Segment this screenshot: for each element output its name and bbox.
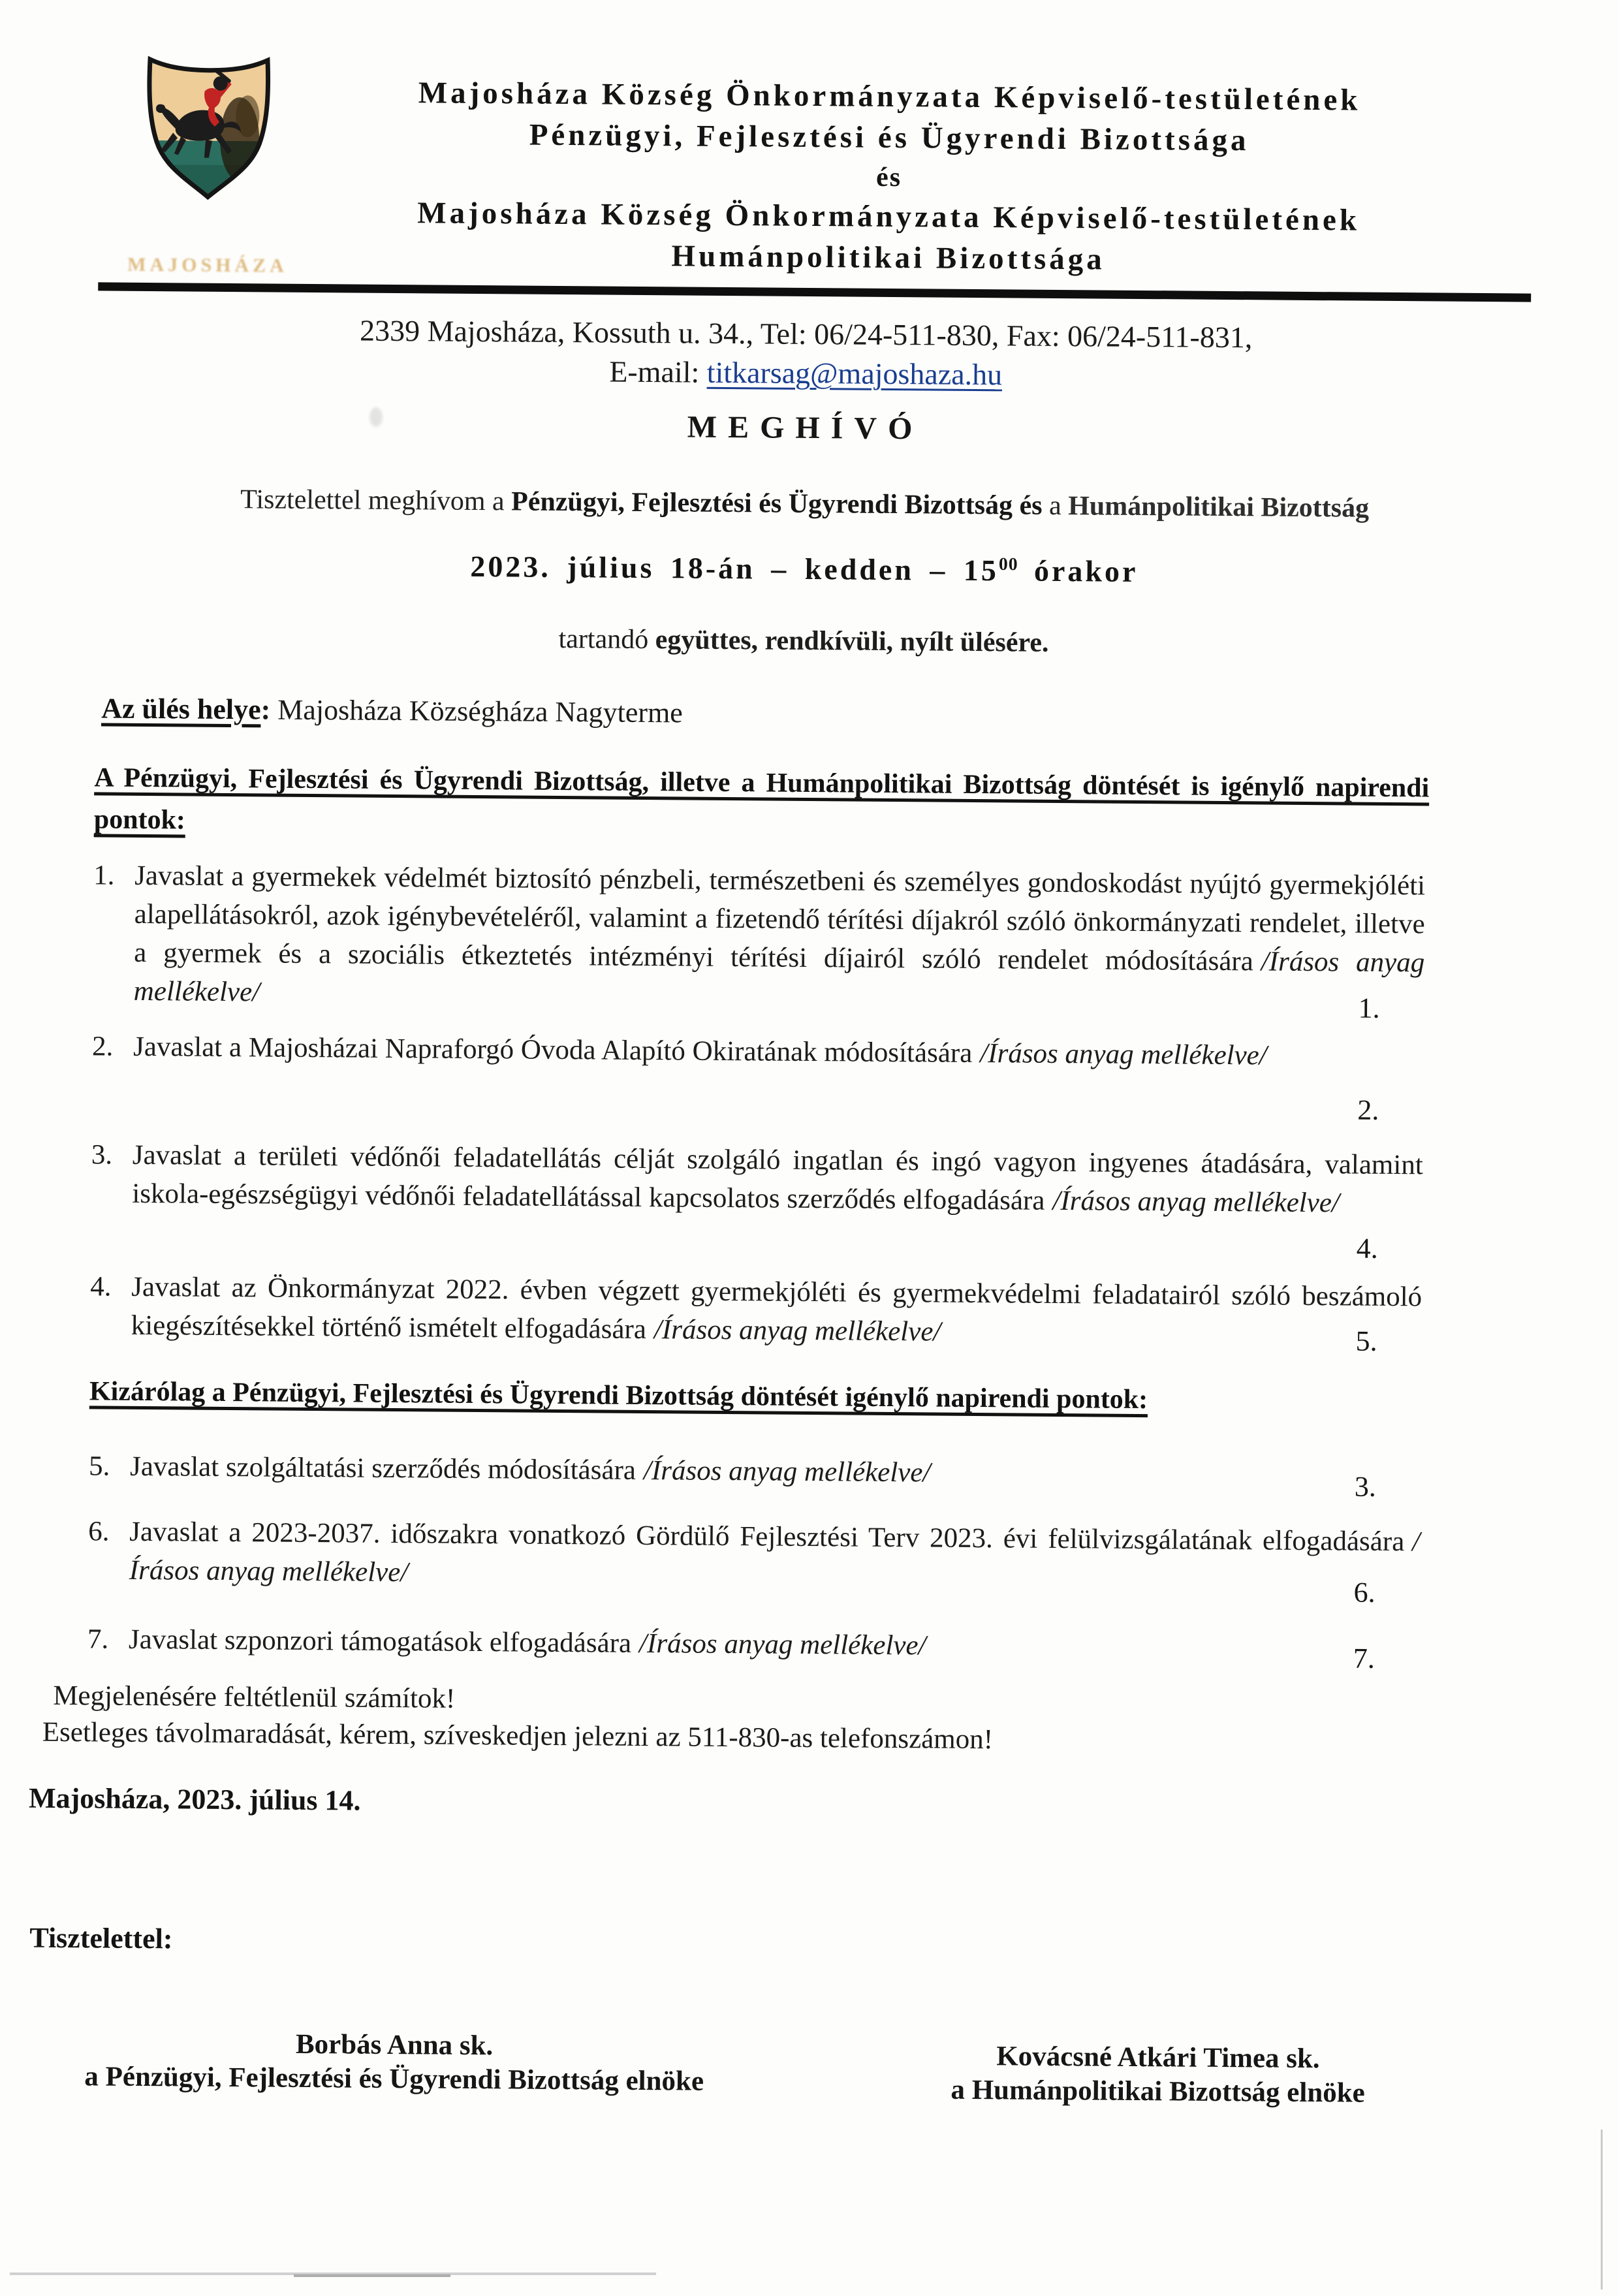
attachment-note: /Írásos anyag mellékelve/ <box>133 946 1425 1008</box>
attachment-ref-number: 6. <box>1353 1576 1375 1609</box>
datetime-tail: órakor <box>1018 554 1139 588</box>
agenda-item-body: Javaslat a 2023-2037. időszakra vonatkozó Gördülő Fejlesztési Terv 2023. évi felülvizsgálatának elfogadására <box>129 1516 1405 1558</box>
attachment-note: /Írásos anyag mellékelve/ <box>129 1526 1421 1588</box>
agenda-item-6 <box>88 1512 1421 1609</box>
agenda-item-body: Javaslat a gyermekek védelmét biztosító pénzbeli, természetbeni és személyes gondoskodást nyújtó gyermekjóléti alapellátásokról, azok igénybevételéről, valamint a fizetendő térítési díjakról szóló önkormányzati rendelet, illetve a gyermek és a szociális étkeztetés intézményi térítési díjairól szóló rendelet módosítására <box>134 860 1426 977</box>
closing-line-1: Megjelenésére feltétlenül számítok! <box>53 1680 456 1714</box>
meeting-datetime <box>178 546 1431 591</box>
letterhead <box>300 72 1477 283</box>
datetime-main: 2023. július 18-án – kedden – 15 <box>470 549 999 588</box>
email-line <box>179 349 1432 397</box>
agenda-item-number: 4. <box>90 1271 112 1302</box>
org-line-1: Majosháza Község Önkormányzata Képviselő-testületének <box>418 76 1361 118</box>
attachment-ref-number: 3. <box>1354 1470 1377 1503</box>
section-heading-finance-only-items: Kizárólag a Pénzügyi, Fejlesztési és Ügyrendi Bizottság döntését igénylő napirendi pontok: <box>89 1376 1148 1415</box>
document-title: MEGHÍVÓ <box>687 409 924 447</box>
agenda-item-5 <box>88 1447 1421 1503</box>
attachment-note: /Írásos anyag mellékelve/ <box>1052 1185 1340 1219</box>
datetime-minutes-sup: 00 <box>998 553 1018 574</box>
agenda-item-3 <box>91 1135 1423 1265</box>
agenda-item-number: 7. <box>87 1624 109 1655</box>
agenda-item-body: Javaslat szolgáltatási szerződés módosítására <box>129 1451 637 1486</box>
scan-right-edge-artifact <box>1601 2130 1603 2289</box>
salutation: Tisztelettel: <box>29 1921 173 1955</box>
org-line-2: Pénzügyi, Fejlesztési és Ügyrendi Bizottsága <box>529 118 1250 158</box>
signature-block-hr-chair <box>860 2039 1455 2111</box>
header-divider-rule <box>98 282 1531 302</box>
section-heading-joint-items: A Pénzügyi, Fejlesztési és Ügyrendi Bizottság, illetve a Humánpolitikai Bizottság döntését is igénylő napirendi pontok: <box>93 763 1430 836</box>
closing-line-2: Esetleges távolmaradását, kérem, szíveskedjen jelezni az 511-830-as telefonszámon! <box>42 1716 994 1755</box>
attachment-ref-number: 7. <box>1353 1642 1375 1675</box>
agenda-item-text <box>129 1517 1421 1588</box>
session-type-bold: együttes, rendkívüli, nyílt ülésére. <box>655 625 1049 658</box>
agenda-item-number: 2. <box>91 1031 114 1062</box>
committee-name-1: Pénzügyi, Fejlesztési és Ügyrendi Bizottság és <box>511 486 1043 521</box>
agenda-item-text <box>133 1031 1267 1071</box>
agenda-item-text <box>130 1451 931 1488</box>
agenda-item-number: 5. <box>88 1451 110 1482</box>
attachment-note: /Írásos anyag mellékelve/ <box>643 1455 931 1488</box>
email-link[interactable]: titkarsag@majoshaza.hu <box>706 355 1003 392</box>
signer-title: a Humánpolitikai Bizottság elnöke <box>951 2074 1365 2109</box>
signer-title: a Pénzügyi, Fejlesztési és Ügyrendi Bizottság elnöke <box>84 2061 704 2097</box>
agenda-item-7 <box>87 1620 1419 1675</box>
session-pre: tartandó <box>558 623 655 655</box>
org-line-4: Humánpolitikai Bizottsága <box>671 239 1105 277</box>
agenda-item-4 <box>90 1267 1423 1355</box>
signer-name: Borbás Anna sk. <box>295 2028 494 2062</box>
org-line-3: Majosháza Község Önkormányzata Képviselő-testületének <box>417 196 1360 238</box>
committee-name-2: Humánpolitikai Bizottság <box>1068 491 1370 524</box>
location-label: Az ülés helye <box>101 692 261 726</box>
invitation-sentence <box>155 483 1454 525</box>
attachment-note: /Írásos anyag mellékelve/ <box>980 1038 1267 1071</box>
attachment-ref-number: 5. <box>1355 1325 1377 1357</box>
scan-bottom-line-artifact-dark <box>294 2274 450 2277</box>
agenda-item-1 <box>93 856 1426 1024</box>
meeting-location-line <box>101 691 683 729</box>
session-type-line <box>177 620 1430 661</box>
date-place-line: Majosháza, 2023. július 14. <box>28 1782 361 1817</box>
invitation-pre: Tisztelettel meghívom a <box>240 484 512 517</box>
agenda-item-text <box>132 1140 1423 1219</box>
scan-smudge-artifact <box>369 407 383 427</box>
attachment-ref-number: 2. <box>1357 1093 1379 1126</box>
location-colon: : <box>260 693 278 726</box>
agenda-item-text <box>129 1624 926 1661</box>
attachment-note: /Írásos anyag mellékelve/ <box>638 1628 926 1661</box>
agenda-item-text <box>134 860 1426 1008</box>
attachment-ref-number: 1. <box>1358 992 1380 1024</box>
agenda-item-body: Javaslat az Önkormányzat 2022. évben végzett gyermekjóléti és gyermekvédelmi feladatairól szóló beszámoló kiegészítésekkel történő ismételt elfogadására <box>131 1271 1423 1345</box>
email-label: E-mail: <box>609 354 707 389</box>
signature-block-finance-chair <box>65 2026 725 2099</box>
agenda-item-2 <box>91 1027 1424 1126</box>
agenda-item-body: Javaslat szponzori támogatások elfogadására <box>128 1624 632 1659</box>
address-line: 2339 Majosháza, Kossuth u. 34., Tel: 06/24-511-830, Fax: 06/24-511-831, <box>359 313 1253 354</box>
attachment-ref-number: 4. <box>1356 1232 1378 1265</box>
invitation-mid: a <box>1042 490 1069 522</box>
org-conjunction: és <box>875 162 902 193</box>
signer-name: Kovácsné Atkári Timea sk. <box>996 2041 1320 2075</box>
agenda-item-number: 1. <box>93 860 115 891</box>
location-value: Majosháza Községháza Nagyterme <box>277 693 684 729</box>
municipal-coat-of-arms <box>127 50 288 277</box>
agenda-item-body: Javaslat a Majosházai Napraforgó Óvoda Alapító Okiratának módosítására <box>133 1031 973 1069</box>
agenda-item-number: 6. <box>88 1516 110 1547</box>
attachment-note: /Írásos anyag mellékelve/ <box>653 1314 941 1347</box>
agenda-item-number: 3. <box>91 1139 113 1171</box>
agenda-item-body: Javaslat a területi védőnői feladatellátás célját szolgáló ingatlan és ingó vagyon ingyenes átadására, valamint iskola-egészségügyi védőnői feladatellátással kapcsolatos szerződés elfogadására <box>132 1139 1423 1216</box>
coat-of-arms-shield-icon <box>141 50 276 208</box>
crest-caption: MAJOSHÁZA <box>127 253 288 277</box>
agenda-item-text <box>131 1272 1423 1347</box>
